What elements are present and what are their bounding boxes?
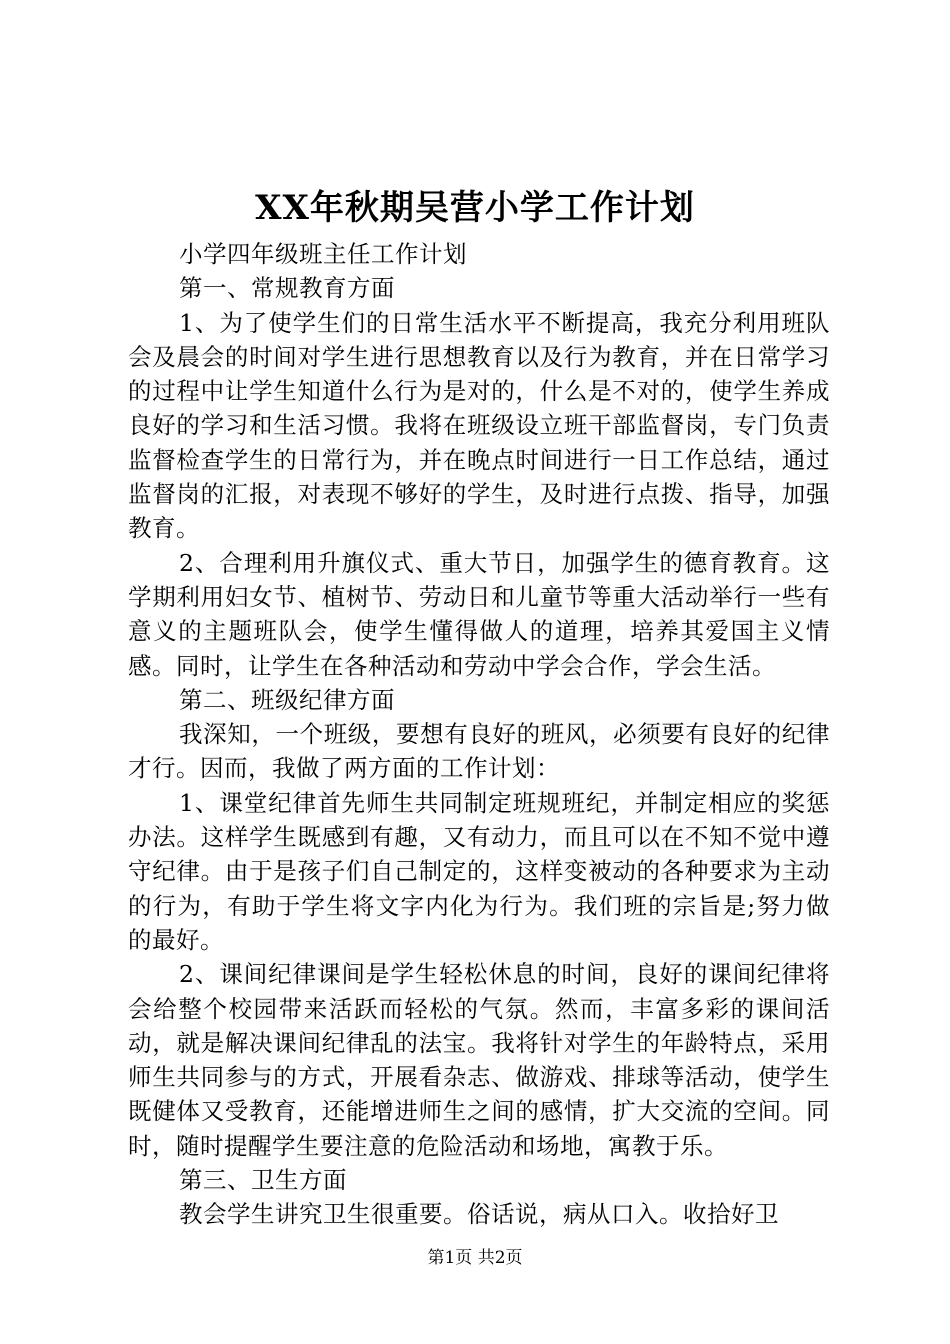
body-paragraph: 1、为了使学生们的日常生活水平不断提高，我充分利用班队会及晨会的时间对学生进行思想教育以及行为教育，并在日常学习的过程中让学生知道什么行为是对的，什么是不对的，使学生养成良好的学习和生活习惯。我将在班级设立班干部监督岗，专门负责监督检查学生的日常行为，并在晚点时间进行一日工作总结，通过监督岗的汇报，对表现不够好的学生，及时进行点拨、指导，加强教育。 <box>128 308 830 543</box>
document-body <box>128 237 830 1232</box>
body-paragraph: 1、课堂纪律首先师生共同制定班规班纪，并制定相应的奖惩办法。这样学生既感到有趣，又有动力，而且可以在不知不觉中遵守纪律。由于是孩子们自己制定的，这样变被动的各种要求为主动的行为，有助于学生将文字内化为行为。我们班的宗旨是;努力做的最好。 <box>128 788 830 954</box>
subtitle-paragraph: 小学四年级班主任工作计划 <box>179 240 467 268</box>
body-paragraph: 2、合理利用升旗仪式、重大节日，加强学生的德育教育。这学期利用妇女节、植树节、劳动日和儿童节等重大活动举行一些有意义的主题班队会，使学生懂得做人的道理，培养其爱国主义情感。同时，让学生在各种活动和劳动中学会合作，学会生活。 <box>128 548 830 680</box>
section-heading-3: 第三、卫生方面 <box>179 1166 347 1195</box>
section-heading-2: 第二、班级纪律方面 <box>179 685 395 714</box>
body-paragraph: 教会学生讲究卫生很重要。俗话说，病从口入。收拾好卫 <box>179 1200 779 1229</box>
body-paragraph: 我深知，一个班级，要想有良好的班风，必须要有良好的纪律才行。因而，我做了两方面的工作计划： <box>128 720 830 783</box>
page-footer: 第1页 共2页 <box>427 1248 523 1268</box>
section-heading-1: 第一、常规教育方面 <box>179 274 395 303</box>
document-title: XX年秋期吴营小学工作计划 <box>255 188 695 228</box>
body-paragraph: 2、课间纪律课间是学生轻松休息的时间，良好的课间纪律将会给整个校园带来活跃而轻松的气氛。然而，丰富多彩的课间活动，就是解决课间纪律乱的法宝。我将针对学生的年龄特点，采用师生共同参与的方式，开展看杂志、做游戏、排球等活动，使学生既健体又受教育，还能增进师生之间的感情，扩大交流的空间。同时，随时提醒学生要注意的危险活动和场地，寓教于乐。 <box>128 960 830 1160</box>
